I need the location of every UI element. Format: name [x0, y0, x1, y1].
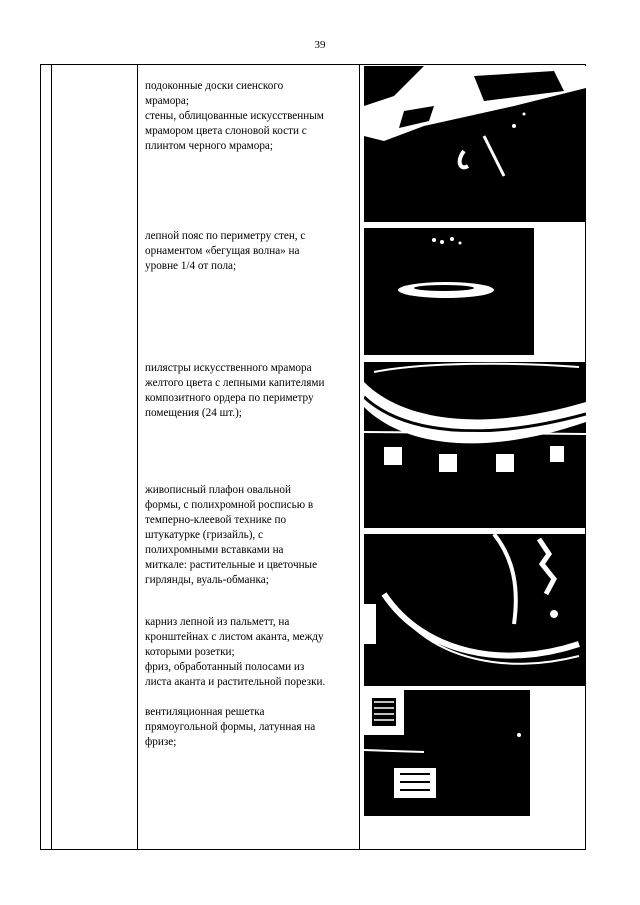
- row-text-molded-belt: лепной пояс по периметру стен, с орнаментом «бегущая волна» на уровне 1/4 от пола;: [145, 230, 306, 272]
- pilaster-capitals-photo: [364, 362, 586, 528]
- page-number: 39: [314, 39, 326, 51]
- row-text-cornice-frieze: карниз лепной из пальметт, на кронштейнах с листом аканта, между которыми розетки; фриз, обработанный полосами из листа аканта и растительной порезки.: [145, 616, 326, 688]
- column-divider: [51, 65, 52, 849]
- column-divider: [137, 65, 138, 849]
- row-text-pilasters: пилястры искусственного мрамора желтого цвета с лепными капителями композитного ордера по периметру помещения (24 шт.);: [145, 362, 325, 419]
- row-text-plafond: живописный плафон овальной формы, с полихромной росписью в темперно-клеевой технике по штукатурке (гризайль), с полихромными вставками на миткале: растительные и цветочные гирлянды, вуаль-обманка;: [145, 484, 318, 586]
- ceiling-corner-photo: [364, 66, 586, 222]
- ventilation-grille-photo: [364, 690, 530, 816]
- column-divider: [359, 65, 360, 849]
- ceiling-plafond-photo: [364, 534, 586, 686]
- row-text-ventilation-grille: вентиляционная решетка прямоугольной формы, латунная на фризе;: [145, 706, 316, 748]
- wall-molding-photo: [364, 228, 534, 355]
- row-text-windowsills-walls: подоконные доски сиенского мрамора; стены, облицованные искусственным мрамором цвета слоновой кости с плинтом черного мрамора;: [145, 80, 324, 152]
